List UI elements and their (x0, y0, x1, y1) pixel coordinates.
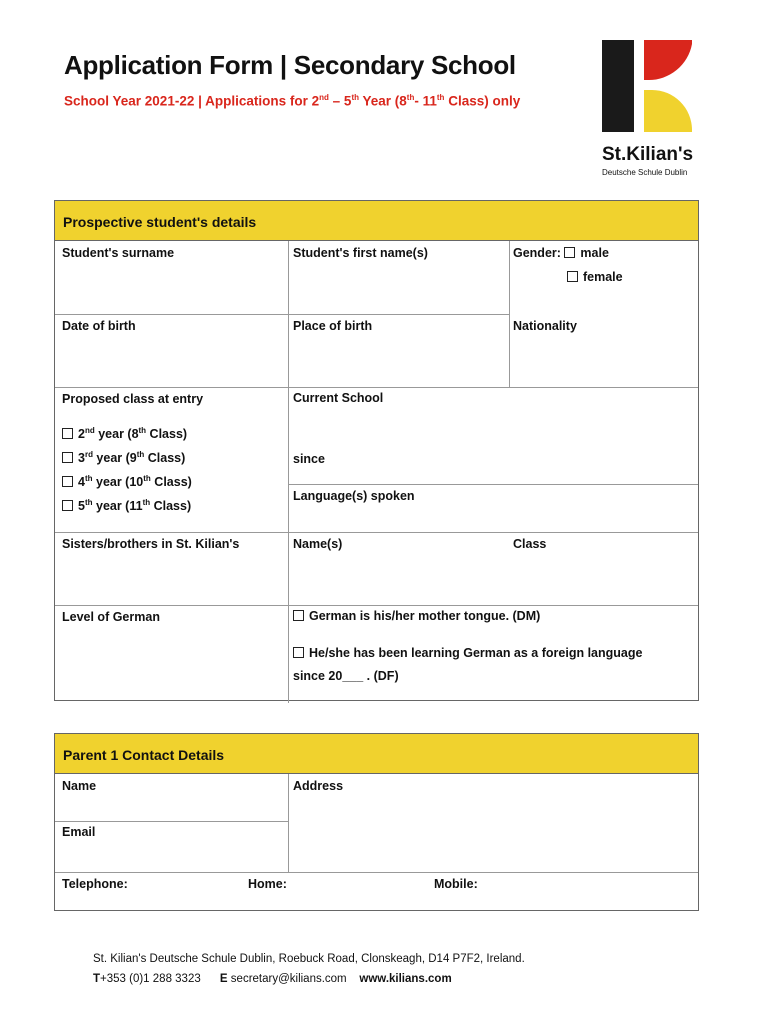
surname-label: Student's surname (62, 246, 175, 260)
divider (288, 774, 289, 872)
class-option-checkbox[interactable] (62, 500, 73, 511)
logo-red-shape (644, 40, 692, 80)
parent-section (54, 733, 699, 911)
footer-web-link[interactable]: www.kilians.com (359, 973, 452, 985)
divider (288, 241, 289, 703)
first-name-label: Student's first name(s) (293, 246, 428, 260)
class-option: 5th year (11th Class) (62, 498, 191, 513)
logo-subtitle: Deutsche Schule Dublin (602, 168, 688, 177)
footer-contact: T+353 (0)1 288 3323 E secretary@kilians.com www.kilians.com (93, 973, 452, 985)
form-subtitle: School Year 2021-22 | Applications for 2nd – 5th Year (8th- 11th Class) only (64, 93, 521, 109)
class-option-checkbox[interactable] (62, 428, 73, 439)
pob-label: Place of birth (293, 319, 373, 333)
form-title: Application Form | Secondary School (64, 50, 516, 80)
logo-black-bar (602, 40, 634, 132)
proposed-class-label: Proposed class at entry (62, 392, 204, 406)
parent-name-label: Name (62, 779, 97, 793)
german-df-since: since 20___ . (DF) (293, 669, 399, 683)
sibling-names-label: Name(s) (293, 537, 343, 551)
class-option: 2nd year (8th Class) (62, 426, 187, 441)
parent-mobile-label: Mobile: (434, 877, 478, 891)
parent-section-heading: Parent 1 Contact Details (55, 734, 698, 774)
siblings-label: Sisters/brothers in St. Kilian's (62, 537, 240, 551)
logo-name: St.Kilian's (602, 144, 694, 165)
parent-email-label: Email (62, 825, 96, 839)
footer-address: St. Kilian's Deutsche Schule Dublin, Roebuck Road, Clonskeagh, D14 P7F2, Ireland. (93, 953, 525, 965)
gender-label: Gender: male (513, 246, 609, 260)
german-dm-checkbox[interactable] (293, 610, 304, 621)
divider (55, 605, 698, 606)
divider (55, 872, 698, 873)
parent-telephone-label: Telephone: (62, 877, 128, 891)
logo-yellow-shape (644, 90, 692, 132)
nationality-label: Nationality (513, 319, 577, 333)
current-school-label: Current School (293, 391, 384, 405)
divider (55, 821, 288, 822)
german-df-option: He/she has been learning German as a foreign language (293, 646, 642, 660)
dob-label: Date of birth (62, 319, 136, 333)
footer-phone: +353 (0)1 288 3323 (100, 973, 201, 985)
parent-address-label: Address (293, 779, 344, 793)
german-df-checkbox[interactable] (293, 647, 304, 658)
class-option: 3rd year (9th Class) (62, 450, 185, 465)
divider (55, 314, 509, 315)
class-option: 4th year (10th Class) (62, 474, 192, 489)
school-logo (602, 40, 692, 180)
divider (55, 532, 698, 533)
sibling-class-label: Class (513, 537, 547, 551)
footer-email[interactable]: secretary@kilians.com (230, 973, 347, 985)
female-checkbox[interactable] (567, 271, 578, 282)
male-checkbox[interactable] (564, 247, 575, 258)
female-option: female (567, 270, 623, 284)
student-section-heading: Prospective student's details (55, 201, 698, 241)
since-label: since (293, 452, 325, 466)
german-dm-option: German is his/her mother tongue. (DM) (293, 609, 540, 623)
divider (288, 484, 698, 485)
class-option-checkbox[interactable] (62, 452, 73, 463)
divider (509, 241, 510, 387)
parent-home-label: Home: (248, 877, 287, 891)
german-level-label: Level of German (62, 610, 160, 624)
student-section (54, 200, 699, 701)
class-option-checkbox[interactable] (62, 476, 73, 487)
languages-label: Language(s) spoken (293, 489, 415, 503)
divider (55, 387, 698, 388)
